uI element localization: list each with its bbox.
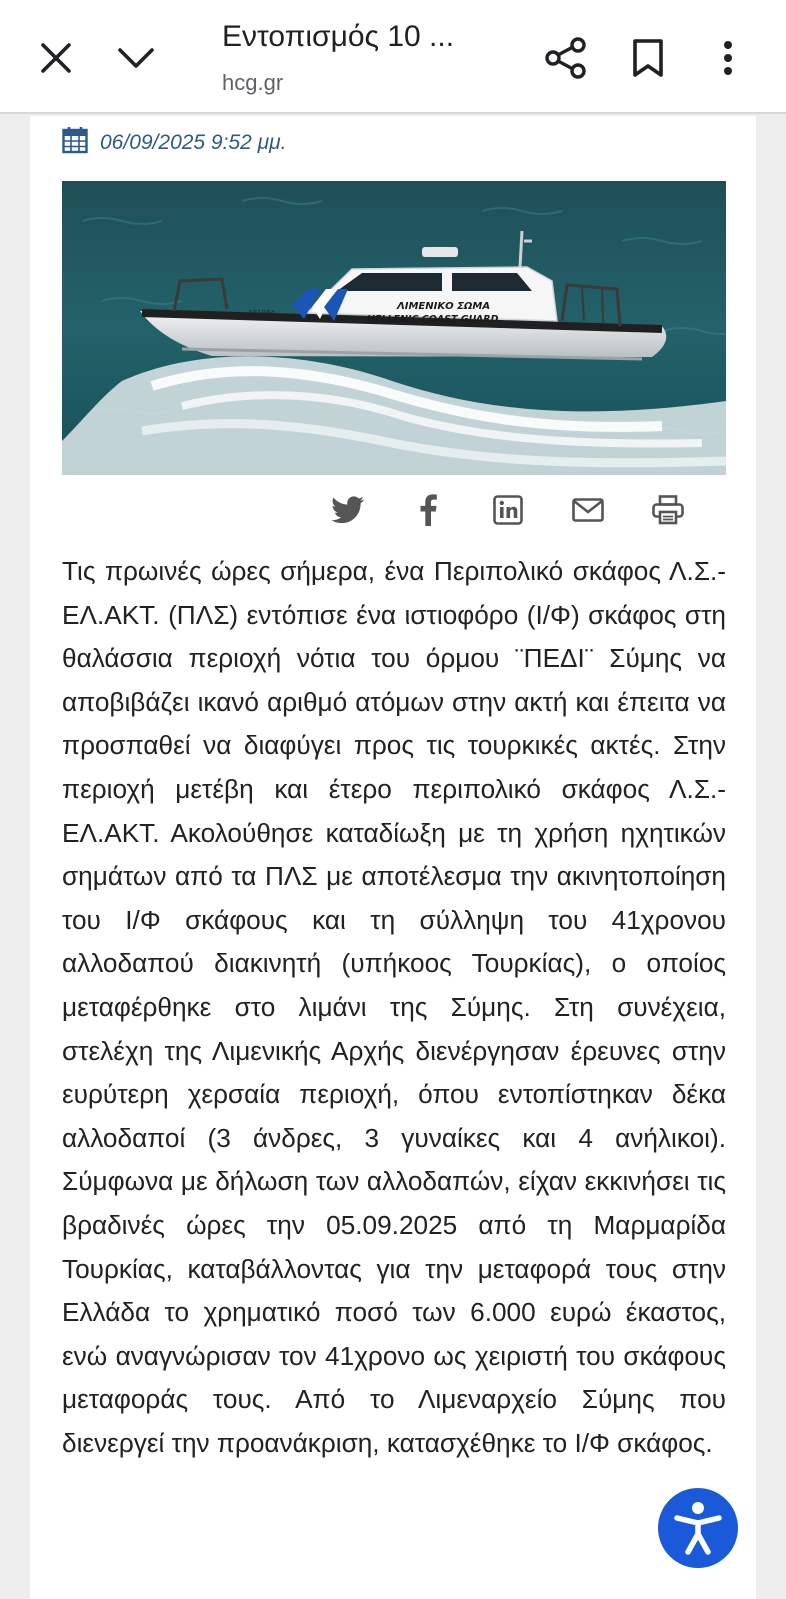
article-date: 06/09/2025 9:52 μμ. [100, 130, 287, 154]
share-bar [30, 488, 756, 540]
article-hero-image [62, 181, 726, 475]
accessibility-icon [658, 1488, 738, 1568]
facebook-icon[interactable] [406, 488, 450, 532]
chevron-down-icon[interactable] [114, 36, 158, 80]
page-domain[interactable]: hcg.gr [222, 70, 284, 95]
bookmark-icon[interactable] [626, 34, 670, 82]
email-icon[interactable] [566, 488, 610, 532]
linkedin-icon[interactable] [486, 488, 530, 532]
top-app-bar [0, 0, 786, 114]
article-date-row [62, 126, 287, 159]
print-icon[interactable] [646, 488, 690, 532]
article-container [30, 116, 756, 1599]
accessibility-button[interactable] [654, 1484, 742, 1572]
boat-hull-id: ΛΣ1064 [248, 309, 276, 317]
article-body: Τις πρωινές ώρες σήμερα, ένα Περιπολικό σκάφος Λ.Σ.-ΕΛ.ΑΚΤ. (ΠΛΣ) εντόπισε ένα ιστιοφόρο (Ι/Φ) σκάφος στη θαλάσσια περιοχή νότια του όρμου ¨ΠΕΔΙ¨ Σύμης να αποβιβάζει ικανό αριθμό ατόμων στην ακτή και έπειτα να προσπαθεί να διαφύγει προς τις τουρκικές ακτές. Στην περιοχή μετέβη και έτερο περιπολικό σκάφος Λ.Σ.-ΕΛ.ΑΚΤ. Ακολούθησε καταδίωξη με τη χρήση ηχητικών σημάτων από τα ΠΛΣ με αποτέλεσμα την ακινητοποίηση του Ι/Φ σκάφους και τη σύλληψη του 41χρονου αλλοδαπού διακινητή (υπήκοος Τουρκίας), ο οποίος μεταφέρθηκε στο λιμάνι της Σύμης. Στη συνέχεια, στελέχη της Λιμενικής Αρχής διενέργησαν έρευνες στην ευρύτερη χερσαία περιοχή, όπου εντοπίστηκαν δέκα αλλοδαποί (3 άνδρες, 3 γυναίκες και 4 ανήλικοι). Σύμφωνα με δήλωση των αλλοδαπών, είχαν εκκινήσει τις βραδινές ώρες την 05.09.2025 από τη Μαρμαρίδα Τουρκίας, καταβάλλοντας για την μεταφορά τους στην Ελλάδα το χρηματικό ποσό των 6.000 ευρώ έκαστος, ενώ αναγνώρισαν τον 41χρονο ως χειριστή του σκάφους μεταφοράς τους. Από το Λιμεναρχείο Σύμης που διενεργεί την προανάκριση, κατασχέθηκε το Ι/Φ σκάφος. [62, 556, 726, 1458]
share-icon[interactable] [542, 34, 590, 82]
more-vert-icon[interactable] [706, 34, 750, 82]
calendar-icon [62, 126, 88, 159]
close-icon[interactable] [34, 36, 78, 80]
boat-label-gr: ΛΙΜΕΝΙΚΟ ΣΩΜΑ [397, 301, 491, 312]
twitter-icon[interactable] [326, 488, 370, 532]
boat-label-en: HELLENIC COAST GUARD [367, 314, 499, 325]
page-title[interactable]: Εντοπισμός 10 ... [222, 20, 455, 53]
